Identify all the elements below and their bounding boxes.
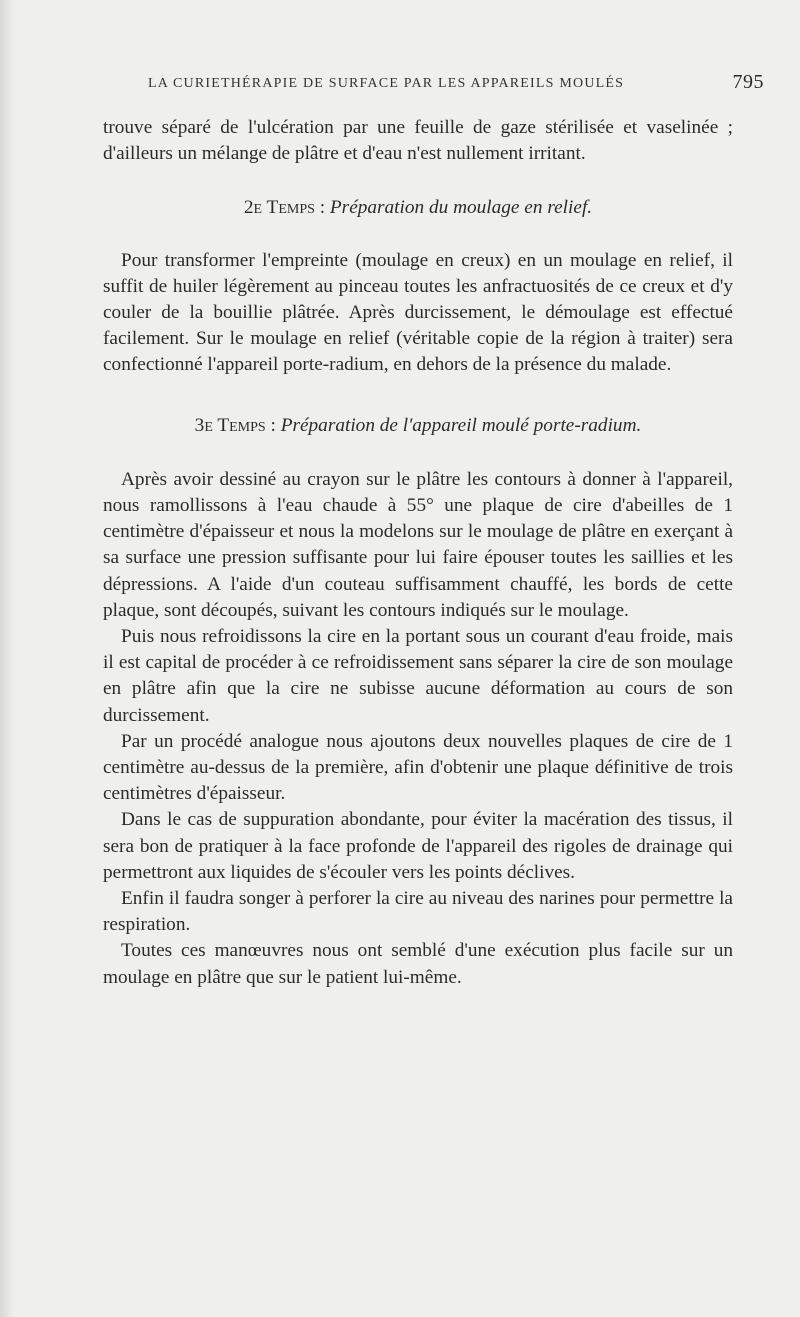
section-heading-temps-2 bbox=[103, 195, 733, 221]
paragraph: Dans le cas de suppuration abondante, pour éviter la macération des tissus, il sera bon de pratiquer à la face profonde de l'appareil des rigoles de drainage qui permettront aux liquides de s'écouler vers les points déclives. bbox=[103, 809, 733, 883]
heading-label: 2e Temps : bbox=[243, 197, 326, 219]
running-head bbox=[148, 71, 764, 98]
heading-title: Préparation du moulage en relief. bbox=[329, 197, 593, 219]
paragraph: Toutes ces manœuvres nous ont semblé d'une exécution plus facile sur un moulage en plâtre que sur le patient lui-même. bbox=[103, 940, 733, 988]
heading-title: Préparation de l'appareil moulé porte-radium. bbox=[280, 414, 642, 436]
heading-label: 3e Temps : bbox=[194, 414, 276, 436]
paragraph: Pour transformer l'empreinte (moulage en creux) en un moulage en relief, il suffit de huiler légèrement au pinceau toutes les anfractuosités de ce creux et d'y couler de la bouillie plâtrée. Après durcissement, le démoulage est effectué facilement. Sur le moulage en relief (véritable copie de la région à traiter) sera confectionné l'appareil porte-radium, en dehors de la présence du malade. bbox=[103, 249, 733, 376]
paragraph: Après avoir dessiné au crayon sur le plâtre les contours à donner à l'appareil, nous ramollissons à l'eau chaude à 55° une plaque de cire d'abeilles de 1 centimètre d'épaisseur et nous la modelons sur le moulage de plâtre en exerçant à sa surface une pression suffisante pour lui faire épouser toutes les saillies et les dépressions. A l'aide d'un couteau suffisamment chauffé, les bords de cette plaque, sont découpés, suivant les contours indiqués sur le moulage. bbox=[103, 468, 733, 621]
page-body bbox=[103, 115, 733, 991]
paragraph: Puis nous refroidissons la cire en la portant sous un courant d'eau froide, mais il est capital de procéder à ce refroidissement sans séparer la cire de son moulage en plâtre afin que la cire ne subisse aucune déformation au cours de son durcissement. bbox=[103, 626, 733, 726]
section-heading-temps-3 bbox=[103, 413, 733, 439]
paragraph-continuation: trouve séparé de l'ulcération par une feuille de gaze stérilisée et vaselinée ; d'ailleurs un mélange de plâtre et d'eau n'est nullement irritant. bbox=[103, 117, 733, 165]
page-number: 795 bbox=[732, 71, 764, 93]
paragraph: Enfin il faudra songer à perforer la cire au niveau des narines pour permettre la respiration. bbox=[103, 888, 733, 936]
paragraph: Par un procédé analogue nous ajoutons deux nouvelles plaques de cire de 1 centimètre au-dessus de la première, afin d'obtenir une plaque définitive de trois centimètres d'épaisseur. bbox=[103, 730, 733, 805]
running-title: LA CURIETHÉRAPIE DE SURFACE PAR LES APPAREILS MOULÉS bbox=[148, 76, 625, 91]
